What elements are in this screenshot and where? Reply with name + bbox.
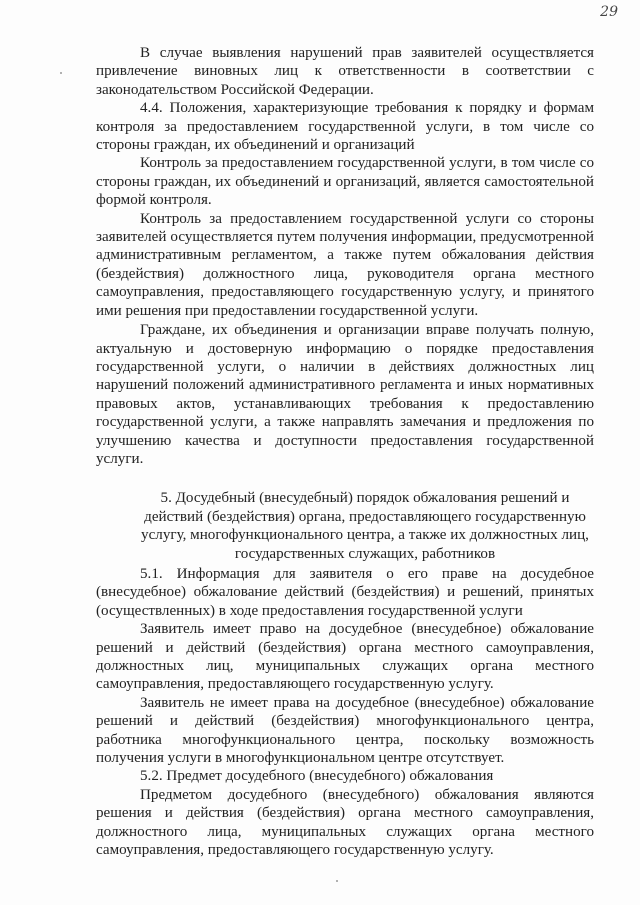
- section-title-line: действий (бездействия) органа, предоставляющего государственную: [144, 508, 586, 525]
- paragraph-citizen-control: Контроль за предоставлением государственной услуги, в том числе со стороны граждан, их объединений и организаций, является самостоятельной формой контроля.: [96, 155, 594, 209]
- paragraph-subject-of-appeal: Предметом досудебного (внесудебного) обжалования являются решения и действия (бездействия) органа местного самоуправления, должностного лица, муниципальных служащих органа местного самоуправления, предоставляющего государственную услугу.: [96, 786, 594, 859]
- paragraph-right-to-appeal: Заявитель имеет право на досудебное (внесудебное) обжалование решений и действий (бездействия) органа местного самоуправления, должностных лиц, муниципальных служащих органа местного самоуправления, предоставляющего государственную услугу.: [96, 621, 594, 693]
- document-body: [96, 44, 594, 859]
- scan-artifact: [60, 72, 62, 74]
- paragraph-citizens-rights: Граждане, их объединения и организации вправе получать полную, актуальную и достоверную информацию о порядке предоставления государственной услуги, о наличии в действиях должностных лиц нарушений положений административного регламента и иных нормативных правовых актов, устанавливающих требования к предоставлению государственной услуги, а также направлять замечания и предложения по улучшению качества и доступности предоставления государственной услуги.: [96, 322, 594, 467]
- paragraph-4-4-heading: 4.4. Положения, характеризующие требования к порядку и формам контроля за предоставлением государственной услуги, в том числе со стороны граждан, их объединений и организаций: [96, 100, 594, 154]
- section-title-line: государственных служащих, работников: [234, 545, 496, 562]
- section-title-line: услугу, многофункционального центра, а также их должностных лиц,: [141, 527, 589, 544]
- paragraph-5-2-heading: 5.2. Предмет досудебного (внесудебного) обжалования: [140, 768, 494, 785]
- paragraph-5-1-heading: 5.1. Информация для заявителя о его праве на досудебное (внесудебное) обжалование действий (бездействия) и решений, принятых (осуществленных) в ходе предоставления государственной услуги: [96, 565, 594, 619]
- paragraph-violations-liability: В случае выявления нарушений прав заявителей осуществляется привлечение виновных лиц к ответственности в соответствии с законодательством Российской Федерации.: [96, 45, 594, 98]
- page-number: 29: [600, 4, 618, 20]
- paragraph-no-right-mfc: Заявитель не имеет права на досудебное (внесудебное) обжалование решений и действий (бездействия) многофункционального центра, работника многофункционального центра, поскольку возможность получения услуги в многофункциональном центре отсутствует.: [96, 694, 594, 767]
- section-title-line: 5. Досудебный (внесудебный) порядок обжалования решений и: [160, 490, 570, 507]
- scan-artifact: [336, 880, 338, 882]
- paragraph-applicant-control: Контроль за предоставлением государственной услуги со стороны заявителей осуществляется путем получения информации, предусмотренной административным регламентом, а также путем обжалования действия (бездействия) должностного лица, руководителя органа местного самоуправления, предоставляющего государственную услугу, и принятого ими решения при предоставлении государственной услуги.: [96, 210, 594, 319]
- section-5-title: [96, 489, 594, 563]
